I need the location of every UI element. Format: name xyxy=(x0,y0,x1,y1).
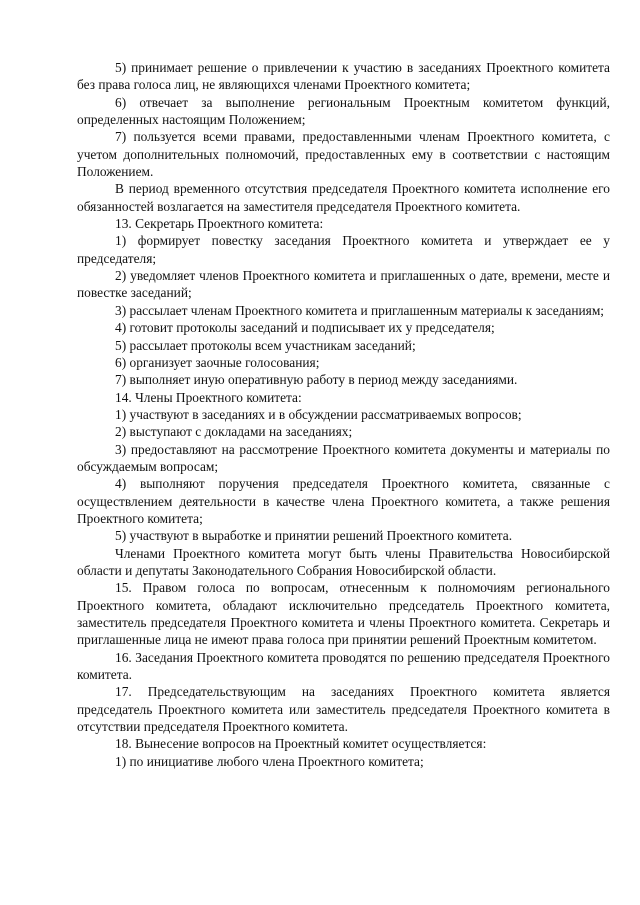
paragraph-members-item-3: 3) предоставляют на рассмотрение Проектного комитета документы и материалы по обсуждаемым вопросам; xyxy=(77,441,610,474)
paragraph-secretary-item-4: 4) готовит протоколы заседаний и подписывает их у председателя; xyxy=(115,320,495,336)
paragraph-secretary-item-6: 6) организует заочные голосования; xyxy=(115,354,320,370)
paragraph-agenda-item-1: 1) по инициативе любого члена Проектного комитета; xyxy=(115,753,424,769)
paragraph-members-item-1: 1) участвуют в заседаниях и в обсуждении рассматриваемых вопросов; xyxy=(115,406,522,422)
section-18-heading: 18. Вынесение вопросов на Проектный комитет осуществляется: xyxy=(115,736,487,752)
paragraph-chair-absence: В период временного отсутствия председателя Проектного комитета исполнение его обязанностей возлагается на заместителя председателя Проектного комитета. xyxy=(77,181,610,214)
paragraph-members-composition: Членами Проектного комитета могут быть члены Правительства Новосибирской области и депутаты Законодательного Собрания Новосибирской области. xyxy=(77,545,610,578)
document-page xyxy=(77,59,610,770)
paragraph-members-item-4: 4) выполняют поручения председателя Проектного комитета, связанные с осуществлением деятельности в качестве члена Проектного комитета, а также решения Проектного комитета; xyxy=(77,476,610,526)
section-17-paragraph: 17. Председательствующим на заседаниях Проектного комитета является председатель Проектного комитета или заместитель председателя Проектного комитета в отсутствии председателя Проектного комитета. xyxy=(77,684,610,735)
paragraph-secretary-item-5: 5) рассылает протоколы всем участникам заседаний; xyxy=(115,337,416,353)
paragraph-members-item-2: 2) выступают с докладами на заседаниях; xyxy=(115,424,353,440)
paragraph-chair-item-7: 7) пользуется всеми правами, предоставленными членам Проектного комитета, с учетом дополнительных полномочий, предоставленных ему в соответствии с настоящим Положением. xyxy=(77,129,610,180)
paragraph-chair-item-6: 6) отвечает за выполнение региональным Проектным комитетом функций, определенных настоящим Положением; xyxy=(77,94,610,128)
paragraph-members-item-5: 5) участвуют в выработке и принятии решений Проектного комитета. xyxy=(115,528,513,544)
section-14-heading: 14. Члены Проектного комитета: xyxy=(115,389,302,405)
paragraph-secretary-item-1: 1) формирует повестку заседания Проектного комитета и утверждает ее у председателя; xyxy=(77,233,610,266)
section-15-paragraph: 15. Правом голоса по вопросам, отнесенным к полномочиям регионального Проектного комитета, обладают исключительно председатель Проектного комитета, заместитель председателя Проектного комитета и члены Проектного комитета. Секретарь и приглашенные лица не имеют права голоса при принятии решений Проектным комитетом. xyxy=(77,580,610,648)
paragraph-chair-item-5: 5) принимает решение о привлечении к участию в заседаниях Проектного комитета без права голоса лиц, не являющихся членами Проектного комитета; xyxy=(77,60,610,93)
section-13-heading: 13. Секретарь Проектного комитета: xyxy=(115,216,324,232)
section-16-paragraph: 16. Заседания Проектного комитета проводятся по решению председателя Проектного комитета. xyxy=(77,649,610,683)
paragraph-secretary-item-7: 7) выполняет иную оперативную работу в период между заседаниями. xyxy=(115,372,518,388)
paragraph-secretary-item-3: 3) рассылает членам Проектного комитета и приглашенным материалы к заседаниям; xyxy=(115,302,605,318)
paragraph-secretary-item-2: 2) уведомляет членов Проектного комитета и приглашенных о дате, времени, месте и повестке заседаний; xyxy=(77,268,610,301)
